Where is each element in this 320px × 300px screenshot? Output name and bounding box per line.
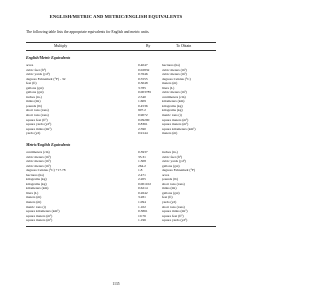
unit-from-cell: gallons (gal): [26, 85, 44, 90]
unit-to-cell: gallons (gal): [162, 163, 180, 168]
unit-to-cell: cubic meters (m³): [162, 72, 187, 77]
factor-cell: 0.7646: [138, 72, 148, 77]
unit-from-cell: square feet (ft²): [26, 117, 48, 122]
table-header-rule: [26, 50, 216, 51]
factor-cell: 35.31: [138, 154, 146, 159]
unit-to-cell: cubic yards (yd³): [162, 159, 186, 164]
factor-cell: 0.3861: [138, 209, 148, 214]
unit-from-cell: metric tons (t): [26, 204, 46, 209]
unit-to-cell: cubic meters (m³): [162, 90, 187, 95]
english-metric-table: [26, 63, 216, 136]
unit-from-cell: cubic yards (yd³): [26, 72, 50, 77]
column-header-to-obtain: To Obtain: [176, 44, 192, 48]
factor-cell: 0.2642: [138, 190, 148, 195]
unit-to-cell: square kilometers (km²): [162, 126, 196, 131]
table-bottom-rule: [26, 226, 216, 227]
unit-from-cell: feet (ft): [26, 81, 37, 86]
page-number: 1135: [112, 282, 120, 286]
factor-cell: 1.094: [138, 200, 146, 205]
factor-cell: 0.001102: [138, 181, 151, 186]
intro-text: The following table lists the appropriate equivalents for English and metric units.: [26, 30, 150, 34]
unit-to-cell: square feet (ft²): [162, 213, 184, 218]
unit-from-cell: miles (mi): [26, 99, 41, 104]
factor-cell: 1.609: [138, 99, 146, 104]
factor-cell: 10.76: [138, 213, 146, 218]
unit-to-cell: square yards (yd²): [162, 218, 188, 223]
unit-from-cell: degrees Celsius (°C) +17.78: [26, 168, 66, 173]
factor-cell: 1.8: [138, 168, 143, 173]
page-title: ENGLISH/METRIC AND METRIC/ENGLISH EQUIVALENTS: [49, 14, 183, 19]
factor-cell: 1.102: [138, 204, 146, 209]
unit-from-cell: kilograms (kg): [26, 177, 47, 182]
unit-from-cell: liters (L): [26, 190, 39, 195]
factor-cell: 0.4536: [138, 103, 148, 108]
unit-from-cell: square meters (m²): [26, 218, 53, 223]
unit-from-cell: cubic meters (m³): [26, 159, 51, 164]
unit-from-cell: cubic feet (ft³): [26, 67, 47, 72]
unit-to-cell: kilograms (kg): [162, 103, 183, 108]
unit-from-cell: inches (in.): [26, 94, 42, 99]
factor-cell: 2.205: [138, 177, 146, 182]
unit-to-cell: feet (ft): [162, 195, 173, 200]
unit-to-cell: pounds (lb): [162, 177, 179, 182]
unit-from-cell: square miles (mi²): [26, 126, 52, 131]
factor-cell: 0.09290: [138, 117, 150, 122]
factor-cell: 3.281: [138, 195, 146, 200]
unit-to-cell: meters (m): [162, 81, 178, 86]
factor-cell: 0.5555: [138, 76, 148, 81]
unit-from-cell: square meters (m²): [26, 213, 53, 218]
factor-cell: 2.471: [138, 172, 146, 177]
unit-from-cell: kilometers (km): [26, 186, 49, 191]
unit-to-cell: short tons (tons): [162, 204, 185, 209]
unit-to-cell: inches (in.): [162, 150, 178, 154]
section-title-english-metric: English/Metric Equivalents: [26, 56, 71, 60]
table-row: [26, 131, 216, 136]
unit-from-cell: kilograms (kg): [26, 181, 47, 186]
factor-cell: 0.02832: [138, 67, 150, 72]
unit-from-cell: yards (yd): [26, 131, 41, 136]
unit-from-cell: pounds (lb): [26, 103, 43, 108]
unit-to-cell: meters (m): [162, 131, 178, 136]
unit-from-cell: gallons (gal): [26, 90, 44, 95]
unit-to-cell: yards (yd): [162, 200, 177, 205]
unit-from-cell: meters (m): [26, 195, 42, 200]
unit-from-cell: square kilometers (km²): [26, 209, 60, 214]
factor-cell: 2.540: [138, 94, 146, 99]
factor-cell: 1.196: [138, 218, 146, 223]
factor-cell: 3.785: [138, 85, 146, 90]
unit-from-cell: hectares (ha): [26, 172, 44, 177]
unit-to-cell: metric tons (t): [162, 113, 182, 118]
factor-cell: 2.590: [138, 126, 146, 131]
unit-to-cell: square meters (m²): [162, 117, 189, 122]
factor-cell: 0.3937: [138, 150, 148, 154]
table-top-rule: [26, 42, 216, 43]
unit-from-cell: cubic meters (m³): [26, 163, 51, 168]
unit-to-cell: short tons (tons): [162, 181, 185, 186]
factor-cell: 0.4047: [138, 63, 148, 67]
unit-to-cell: kilograms (kg): [162, 108, 183, 113]
unit-to-cell: acres: [162, 172, 170, 177]
unit-from-cell: centimeters (cm): [26, 150, 50, 154]
factor-cell: 0.9144: [138, 131, 148, 136]
metric-english-table: [26, 150, 216, 223]
factor-cell: 0.8361: [138, 122, 148, 127]
unit-to-cell: cubic meters (m³): [162, 67, 187, 72]
factor-cell: 0.6214: [138, 186, 148, 191]
unit-to-cell: miles (mi): [162, 186, 177, 191]
unit-from-cell: meters (m): [26, 200, 42, 205]
factor-cell: 0.9072: [138, 113, 148, 118]
unit-from-cell: acres: [26, 63, 34, 67]
unit-to-cell: cubic feet (ft³): [162, 154, 183, 159]
table-row: [26, 218, 216, 223]
unit-to-cell: centimeters (cm): [162, 94, 186, 99]
unit-to-cell: kilometers (km): [162, 99, 185, 104]
unit-to-cell: gallons (gal): [162, 190, 180, 195]
section-title-metric-english: Metric/English Equivalents: [26, 143, 71, 147]
unit-to-cell: hectares (ha): [162, 63, 180, 67]
unit-from-cell: degrees Fahrenheit (°F) - 32: [26, 76, 66, 81]
factor-cell: 264.2: [138, 163, 146, 168]
unit-from-cell: short tons (tons): [26, 113, 49, 118]
unit-from-cell: square yards (yd²): [26, 122, 52, 127]
unit-to-cell: degrees Celsius (°C): [162, 76, 191, 81]
unit-to-cell: square miles (mi²): [162, 209, 188, 214]
factor-cell: 907.2: [138, 108, 146, 113]
unit-to-cell: liters (L): [162, 85, 175, 90]
factor-cell: 0.3048: [138, 81, 148, 86]
unit-from-cell: cubic meters (m³): [26, 154, 51, 159]
factor-cell: 0.003785: [138, 90, 152, 95]
unit-from-cell: short tons (tons): [26, 108, 49, 113]
factor-cell: 1.308: [138, 159, 146, 164]
unit-to-cell: square meters (m²): [162, 122, 189, 127]
unit-to-cell: degrees Fahrenheit (°F): [162, 168, 196, 173]
column-header-by: By: [146, 44, 151, 48]
column-header-multiply: Multiply: [54, 44, 68, 48]
